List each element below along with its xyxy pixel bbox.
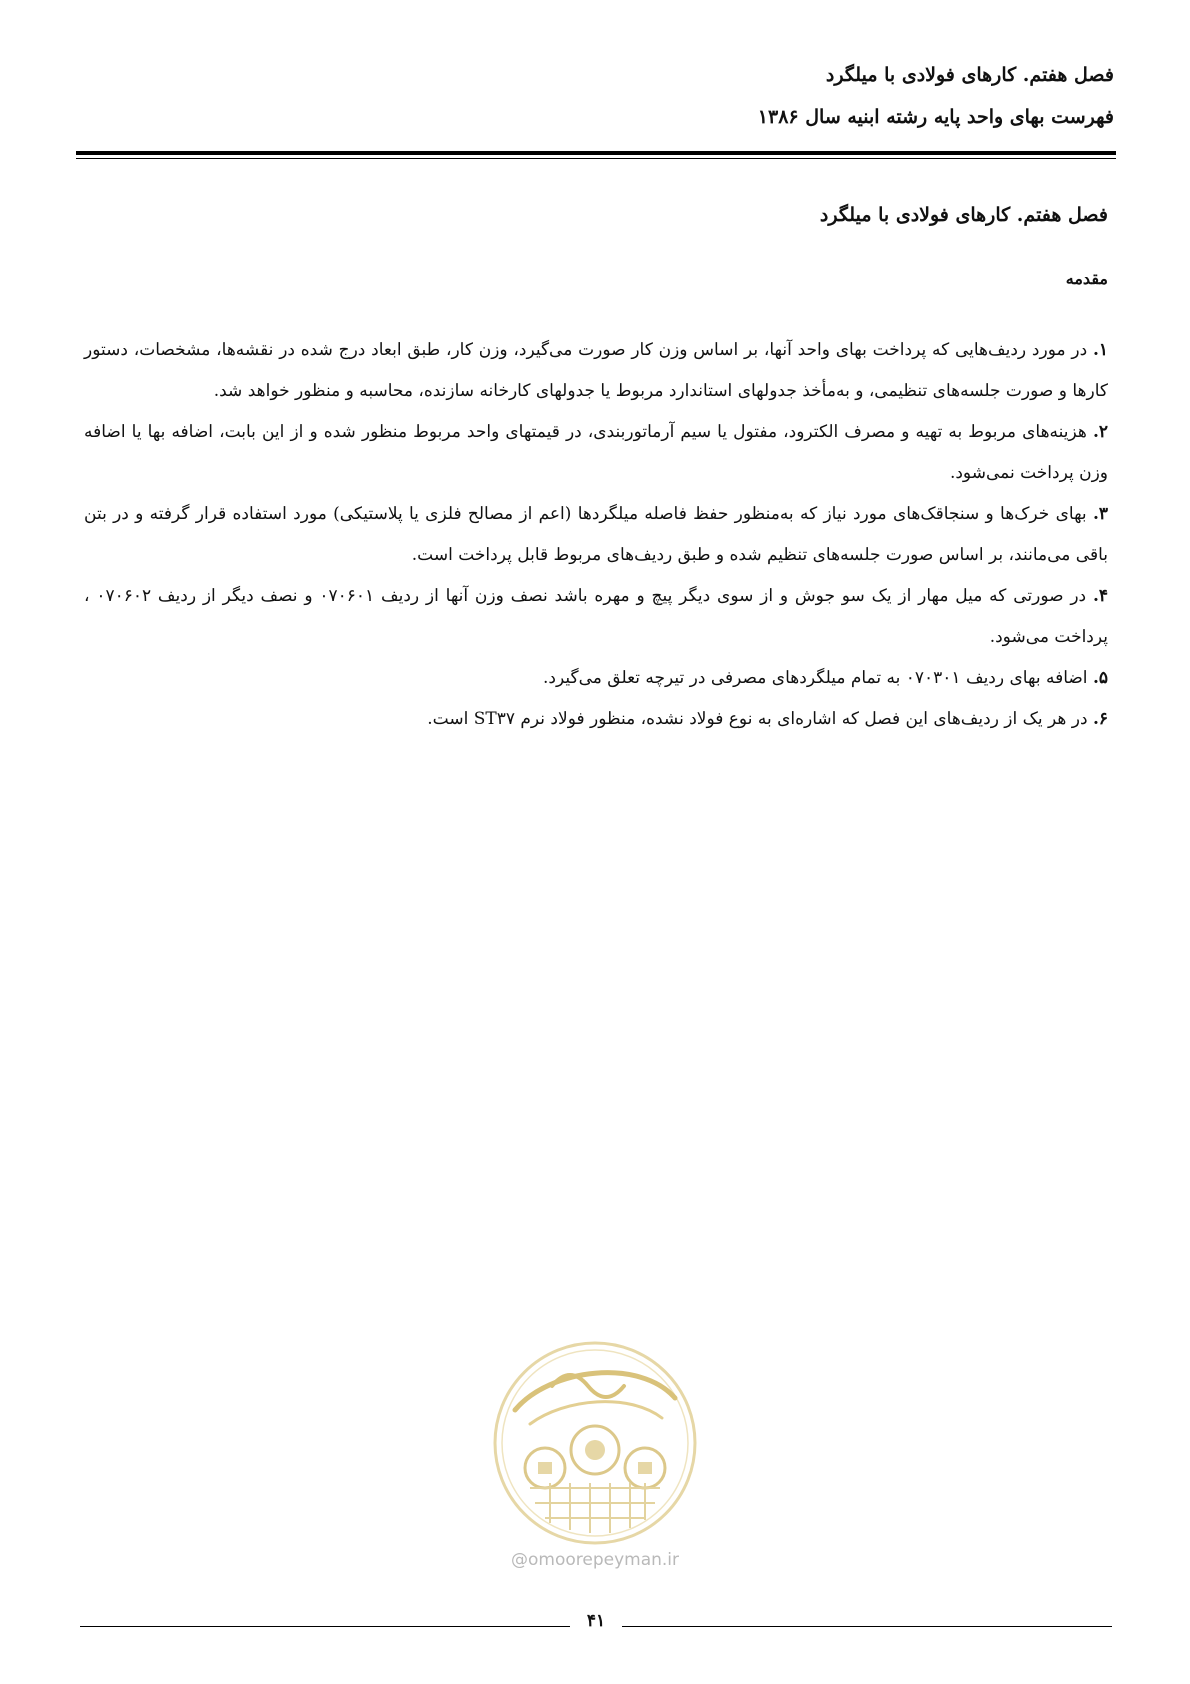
item-number: ۶. xyxy=(1092,709,1108,729)
item-text: در هر یک از ردیف‌های این فصل که اشاره‌ای به نوع فولاد نشده، منظور فولاد نرم ST۳۷ است. xyxy=(427,709,1093,729)
item-text: اضافه بهای ردیف ۰۷۰۳۰۱ به تمام میلگردهای مصرفی در تیرچه تعلق می‌گیرد. xyxy=(543,668,1093,688)
item-text: بهای خرک‌ها و سنجاقک‌های مورد نیاز که به‌منظور حفظ فاصله میلگردها (اعم از مصالح فلزی یا پلاستیکی) مورد استفاده قرار گرفته و در بتن باقی می‌مانند، بر اساس صورت جلسه‌های تنظیم شده و طبق ردیف‌های مربوط قابل پرداخت است. xyxy=(84,504,1108,565)
list-item xyxy=(84,699,1108,740)
list-item xyxy=(84,494,1108,576)
item-text: در مورد ردیف‌هایی که پرداخت بهای واحد آنها، بر اساس وزن کار صورت می‌گیرد، وزن کار، طبق ابعاد درج شده در نقشه‌ها، مشخصات، دستور کارها و صورت جلسه‌های تنظیمی، و به‌مأخذ جدولهای استاندارد مربوط یا جدولهای کارخانه سازنده، محاسبه و منظور خواهد شد. xyxy=(84,340,1108,401)
section-title: فصل هفتم. کارهای فولادی با میلگرد xyxy=(819,204,1108,226)
running-header-book: فهرست بهای واحد پایه رشته ابنیه سال ۱۳۸۶ xyxy=(757,106,1114,128)
footer-rule-left xyxy=(80,1626,570,1627)
item-text: هزینه‌های مربوط به تهیه و مصرف الکترود، مفتول یا سیم آرماتوربندی، در قیمتهای واحد مربوط منظور شده و از این بابت، اضافه بها یا اضافه وزن پرداخت نمی‌شود. xyxy=(84,422,1108,483)
list-item xyxy=(84,330,1108,412)
item-number: ۱. xyxy=(1092,340,1108,360)
list-item xyxy=(84,658,1108,699)
watermark-logo xyxy=(490,1338,700,1548)
item-number: ۳. xyxy=(1092,504,1108,524)
running-header-chapter: فصل هفتم. کارهای فولادی با میلگرد xyxy=(825,64,1114,86)
header-rule-thin xyxy=(76,158,1116,159)
item-text: در صورتی که میل مهار از یک سو جوش و از سوی دیگر پیچ و مهره باشد نصف وزن آنها از ردیف ۰۷۰۶۰۱ و نصف دیگر از ردیف ۰۷۰۶۰۲ ، پرداخت می‌شود. xyxy=(84,586,1108,647)
watermark-url: @omoorepeyman.ir xyxy=(510,1550,680,1570)
page-number: ۴۱ xyxy=(586,1611,606,1631)
body-text xyxy=(84,330,1108,740)
footer-rule-right xyxy=(622,1626,1112,1627)
list-item xyxy=(84,412,1108,494)
item-number: ۲. xyxy=(1092,422,1108,442)
item-number: ۵. xyxy=(1092,668,1108,688)
list-item xyxy=(84,576,1108,658)
item-number: ۴. xyxy=(1092,586,1109,606)
header-rule-thick xyxy=(76,151,1116,155)
section-subtitle: مقدمه xyxy=(1065,269,1108,288)
